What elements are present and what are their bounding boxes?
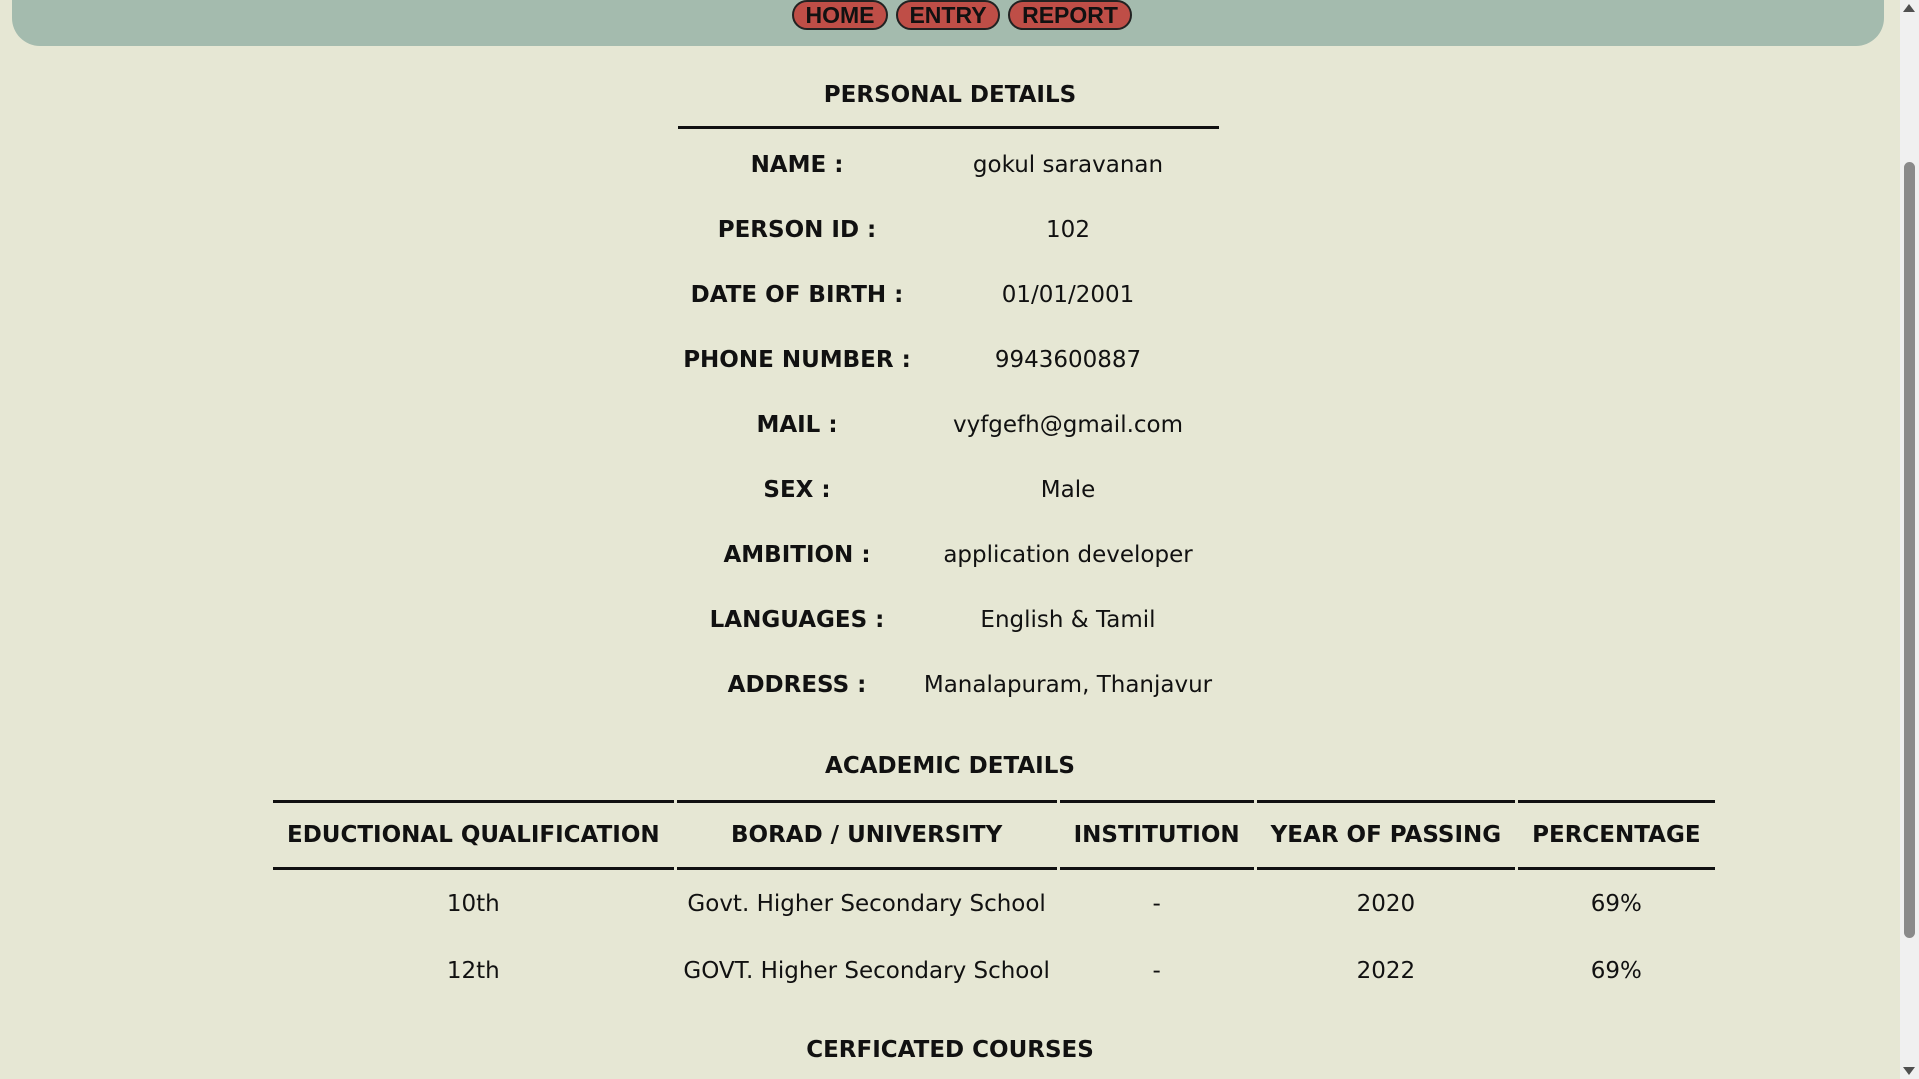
- home-button[interactable]: HOME: [792, 0, 888, 30]
- detail-label: PERSON ID :: [717, 217, 877, 243]
- table-header-row: [273, 800, 1715, 870]
- column-header-board: BORAD / UNIVERSITY: [677, 800, 1057, 870]
- academic-details-title: ACADEMIC DETAILS: [825, 753, 1075, 779]
- detail-value: English & Tamil: [980, 607, 1156, 633]
- nav-buttons: [792, 0, 1132, 30]
- detail-value: gokul saravanan: [972, 152, 1164, 178]
- detail-value: Manalapuram, Thanjavur: [923, 672, 1213, 698]
- vertical-scrollbar[interactable]: [1900, 0, 1919, 1079]
- detail-row-sex: [0, 477, 1900, 517]
- detail-row-phone-number: [0, 347, 1900, 387]
- cell-qualification: 10th: [446, 890, 500, 917]
- academic-table: [270, 800, 1718, 1004]
- detail-value: 9943600887: [994, 347, 1142, 373]
- table-row: [273, 870, 1715, 937]
- cell-board: GOVT. Higher Secondary School: [683, 957, 1050, 984]
- detail-label: AMBITION :: [723, 542, 871, 568]
- scroll-up-arrow-icon[interactable]: [1903, 4, 1915, 12]
- detail-row-ambition: [0, 542, 1900, 582]
- detail-label: ADDRESS :: [727, 672, 867, 698]
- detail-label: LANGUAGES :: [709, 607, 885, 633]
- detail-row-name: [0, 152, 1900, 192]
- detail-label: MAIL :: [756, 412, 838, 438]
- cell-qualification: 12th: [446, 957, 500, 984]
- scroll-thumb[interactable]: [1904, 162, 1915, 938]
- detail-row-mail: [0, 412, 1900, 452]
- scroll-down-arrow-icon[interactable]: [1903, 1067, 1915, 1075]
- detail-row-date-of-birth: [0, 282, 1900, 322]
- column-header-institution: INSTITUTION: [1060, 800, 1254, 870]
- column-header-year: YEAR OF PASSING: [1257, 800, 1515, 870]
- cell-percentage: 69%: [1590, 890, 1642, 917]
- personal-title-rule: [678, 126, 1219, 129]
- detail-label: SEX :: [763, 477, 831, 503]
- detail-value: application developer: [943, 542, 1193, 568]
- cell-institution: -: [1152, 957, 1161, 984]
- entry-button[interactable]: ENTRY: [896, 0, 1000, 30]
- cell-year: 2020: [1356, 890, 1416, 917]
- cell-institution: -: [1152, 890, 1161, 917]
- detail-label: NAME :: [750, 152, 844, 178]
- detail-row-languages: [0, 607, 1900, 647]
- personal-details-title: PERSONAL DETAILS: [823, 82, 1077, 108]
- column-header-percentage: PERCENTAGE: [1518, 800, 1714, 870]
- report-button[interactable]: REPORT: [1008, 0, 1132, 30]
- detail-row-person-id: [0, 217, 1900, 257]
- detail-label: DATE OF BIRTH :: [690, 282, 904, 308]
- table-row: [273, 937, 1715, 1004]
- cell-board: Govt. Higher Secondary School: [687, 890, 1046, 917]
- detail-row-address: [0, 672, 1900, 712]
- detail-value: 102: [1046, 217, 1090, 243]
- detail-value: Male: [1040, 477, 1096, 503]
- detail-label: PHONE NUMBER :: [683, 347, 911, 373]
- detail-value: vyfgefh@gmail.com: [952, 412, 1184, 438]
- top-nav-bar: [12, 0, 1884, 46]
- certificated-courses-title: CERFICATED COURSES: [806, 1037, 1094, 1063]
- detail-value: 01/01/2001: [1001, 282, 1135, 308]
- cell-percentage: 69%: [1590, 957, 1642, 984]
- column-header-qualification: EDUCTIONAL QUALIFICATION: [273, 800, 674, 870]
- cell-year: 2022: [1356, 957, 1416, 984]
